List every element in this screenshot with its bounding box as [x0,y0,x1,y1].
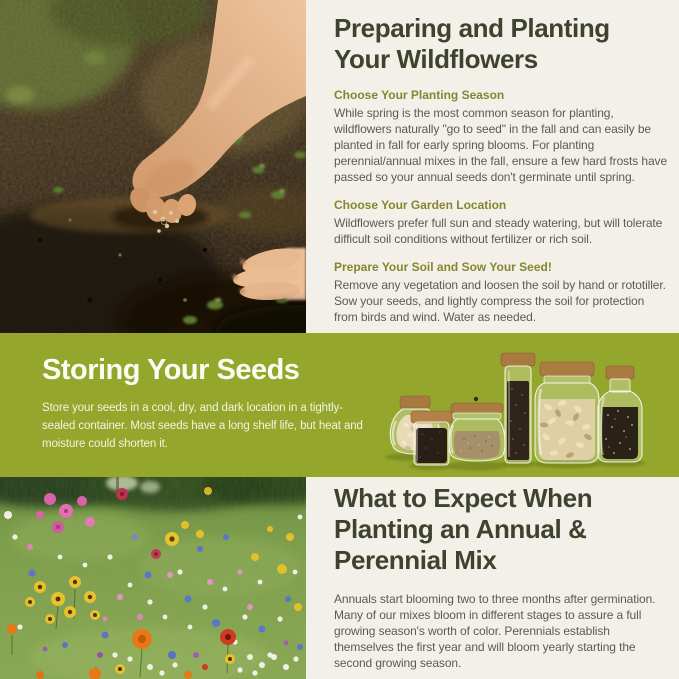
hand-sowing-seeds-photo [0,0,306,333]
preparing-planting-section [334,13,670,325]
planting-season-heading: Choose Your Planting Season [334,88,505,102]
prepare-soil-body: Remove any vegetation and loosen the soil by hand or rototiller. Sow your seeds, and lightly compress the soil for protection from birds and wind. Water as needed. [334,278,666,324]
what-to-expect-section [334,483,670,671]
wildflower-meadow-photo [0,477,306,679]
storing-seeds-band [0,333,679,477]
jar-mixed-seeds [598,366,642,462]
seed-jars-illustration [380,333,679,477]
garden-location-heading: Choose Your Garden Location [334,198,507,212]
storing-body: Store your seeds in a cool, dry, and dark location in a tightly-sealed container. Most seeds have a long shelf life, but heat and moisture could shorten it. [42,402,363,450]
prepare-soil-heading: Prepare Your Soil and Sow Your Seed! [334,260,552,274]
jar-dark-seeds [411,411,452,465]
jar-tall-dark-seeds [501,353,535,463]
soil-hand-illustration [0,0,306,333]
jar-pumpkin-seeds [535,362,599,463]
preparing-title: Preparing and Planting Your Wildflowers [334,13,610,74]
expect-body: Annuals start blooming two to three months after germination. Many of our mixes bloom in different stages to assure a full growing season's worth of color. Perennials establish themselves the first year and will bloom yearly starting the second growing season. [334,592,656,670]
storing-title: Storing Your Seeds [42,354,300,386]
meadow-illustration [0,477,306,679]
expect-title: What to Expect When Planting an Annual & Perennial Mix [334,483,593,575]
storing-seeds-text [42,353,364,453]
jar-brown-seeds [449,397,505,461]
garden-location-body: Wildflowers prefer full sun and steady watering, but will tolerate difficult soil conditions without fertilizer or rich soil. [334,216,663,246]
seed-jars-photo [380,333,679,477]
planting-season-body: While spring is the most common season for planting, wildflowers naturally "go to seed" in the fall and can easily be planted in fall for early spring blooms. For planting perennial/annual mixes in the fall, ensure a few hard frosts have passed so your annual seeds don't germinate until spring. [334,106,668,184]
